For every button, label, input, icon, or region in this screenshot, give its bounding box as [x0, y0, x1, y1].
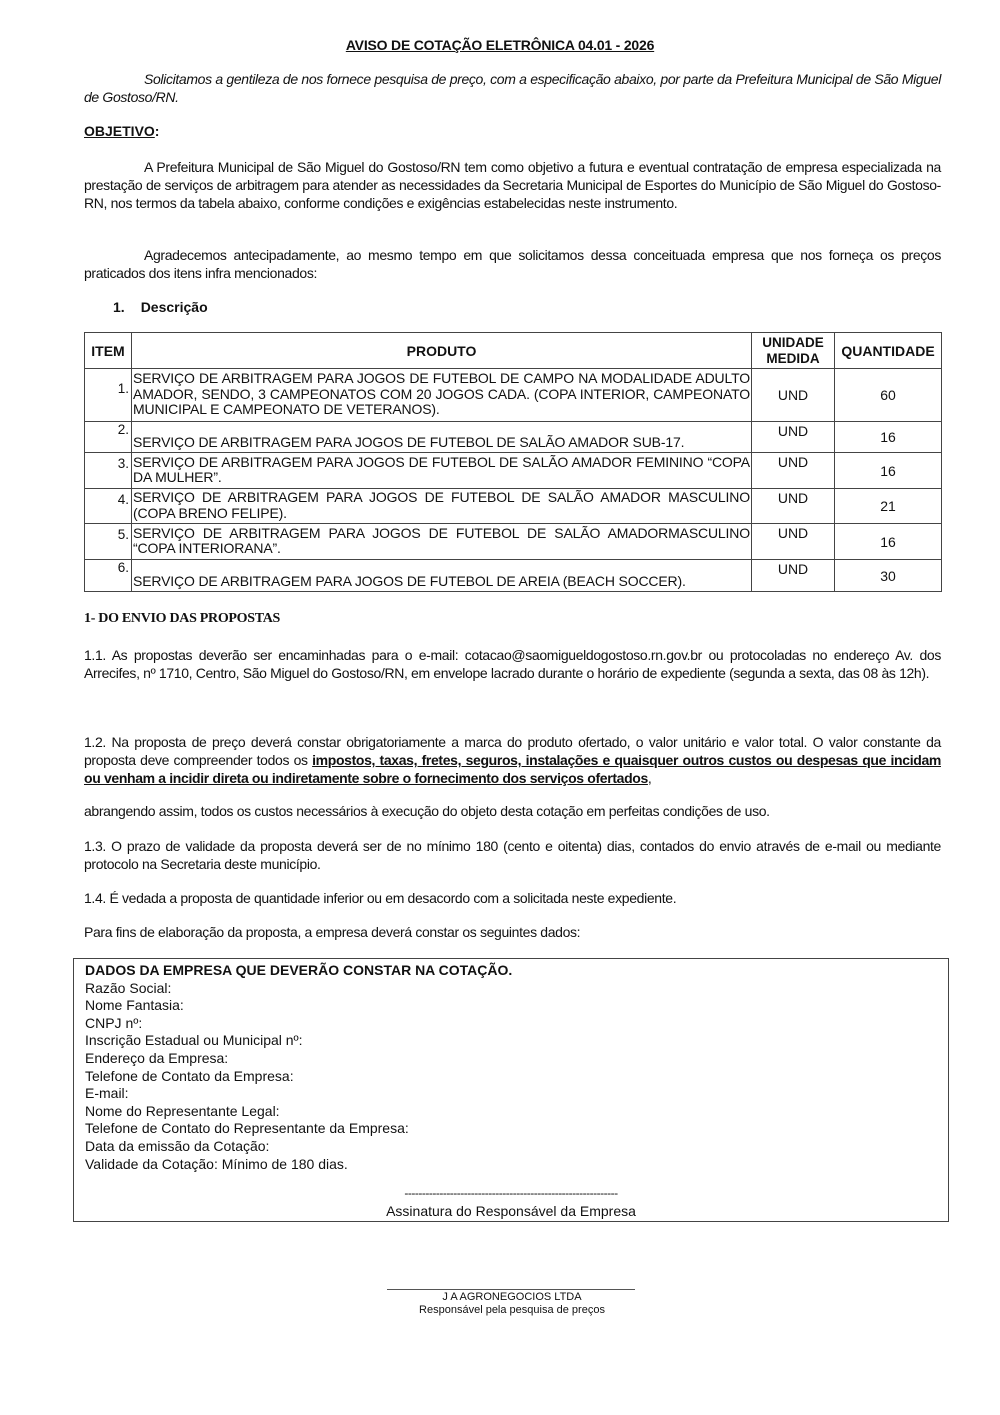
- footer-company: J A AGRONEGOCIOS LTDA: [442, 1291, 582, 1303]
- proposal-clause-1-1: 1.1. As propostas deverão ser encaminhadas para o e-mail: cotacao@saomigueldogostoso.rn.gov.br ou protocoladas no endereço Av. dos Arrecifes, nº 1710, Centro, São Miguel do Gostoso/RN, em envelope lacrado durante o horário de expediente (segunda a sexta, das 08 às 12h).: [84, 647, 941, 682]
- field-endereco: Endereço da Empresa:: [85, 1049, 229, 1066]
- objective-heading: [84, 123, 159, 139]
- row-unidade: UND: [752, 453, 835, 489]
- row-unidade: UND: [752, 560, 835, 592]
- row-quantidade: 30: [835, 560, 942, 592]
- field-telefone-representante: Telefone de Contato do Representante da Empresa:: [85, 1120, 409, 1137]
- proposals-heading: 1- DO ENVIO DAS PROPOSTAS: [84, 611, 281, 626]
- proposal-clause-1-2-continuation: abrangendo assim, todos os custos necessários à execução do objeto desta cotação em perfeitas condições de uso.: [84, 803, 770, 819]
- row-unidade: UND: [752, 489, 835, 524]
- row-item: 5.: [85, 524, 132, 560]
- section-label: Descrição: [140, 299, 208, 315]
- section-number: 1.: [113, 299, 125, 315]
- table-row: [85, 560, 942, 592]
- row-produto: SERVIÇO DE ARBITRAGEM PARA JOGOS DE FUTEBOL DE SALÃO AMADOR MASCULINO (COPA BRENO FELIPE).: [132, 489, 752, 524]
- table-header-row: [85, 333, 942, 369]
- field-telefone-empresa: Telefone de Contato da Empresa:: [85, 1067, 294, 1084]
- row-quantidade: 16: [835, 453, 942, 489]
- document-title: AVISO DE COTAÇÃO ELETRÔNICA 04.01 - 2026: [345, 37, 655, 53]
- row-produto: SERVIÇO DE ARBITRAGEM PARA JOGOS DE FUTEBOL DE CAMPO NA MODALIDADE ADULTO AMADOR, SENDO, 3 CAMPEONATOS COM 20 JOGOS CADA. (COPA INTERIOR, CAMPEONATO MUNICIPAL E CAMPEONATO DE VETERANOS).: [132, 369, 752, 422]
- row-produto: SERVIÇO DE ARBITRAGEM PARA JOGOS DE FUTEBOL DE AREIA (BEACH SOCCER).: [132, 560, 752, 592]
- field-inscricao: Inscrição Estadual ou Municipal nº:: [85, 1032, 303, 1049]
- field-representante: Nome do Representante Legal:: [85, 1102, 280, 1119]
- header-item: ITEM: [85, 333, 132, 369]
- objective-paragraph: A Prefeitura Municipal de São Miguel do Gostoso/RN tem como objetivo a futura e eventual contratação de empresa especializada na prestação de serviços de arbitragem para atender as necessidades da Secretaria Municipal de Esportes do Município de São Miguel do Gostoso-RN, nos termos da tabela abaixo, conforme condições e exigências estabelecidas neste instrumento.: [84, 159, 941, 212]
- company-data-intro: Para fins de elaboração da proposta, a empresa deverá constar os seguintes dados:: [84, 924, 581, 940]
- row-quantidade: 16: [835, 422, 942, 453]
- field-nome-fantasia: Nome Fantasia:: [85, 997, 184, 1014]
- field-cnpj: CNPJ nº:: [85, 1014, 143, 1031]
- thanks-paragraph: Agradecemos antecipadamente, ao mesmo tempo em que solicitamos dessa conceituada empresa que nos forneça os preços praticados dos itens infra mencionados:: [84, 247, 941, 282]
- row-quantidade: 60: [835, 369, 942, 422]
- field-data-emissao: Data da emissão da Cotação:: [85, 1137, 270, 1154]
- company-box-title: DADOS DA EMPRESA QUE DEVERÃO CONSTAR NA COTAÇÃO.: [85, 962, 513, 978]
- header-produto: PRODUTO: [132, 333, 752, 369]
- footer-role: Responsável pela pesquisa de preços: [419, 1304, 605, 1316]
- row-quantidade: 21: [835, 489, 942, 524]
- proposal-clause-1-3: 1.3. O prazo de validade da proposta deverá ser de no mínimo 180 (cento e oitenta) dias, contados do envio através de e-mail ou mediante protocolo na Secretaria deste município.: [84, 838, 941, 873]
- header-unidade-line1: UNIDADE: [762, 334, 824, 350]
- row-item: 3.: [85, 453, 132, 489]
- row-unidade: UND: [752, 369, 835, 422]
- table-row: [85, 369, 942, 422]
- header-quantidade: QUANTIDADE: [835, 333, 942, 369]
- objective-heading-text: OBJETIVO: [84, 123, 155, 139]
- row-item: 4.: [85, 489, 132, 524]
- section-description-heading: [113, 299, 208, 315]
- objective-heading-colon: :: [154, 123, 160, 139]
- table-row: [85, 524, 942, 560]
- row-unidade: UND: [752, 422, 835, 453]
- table-row: [85, 453, 942, 489]
- row-unidade: UND: [752, 524, 835, 560]
- proposal-clause-1-2: [84, 733, 941, 788]
- clause-1-2-emphasis: impostos, taxas, fretes, seguros, instalações e quaisquer outros custos ou despesas que incidam ou venham a incidir direta ou indiretamente sobre o fornecimento dos serviços ofertados: [84, 752, 941, 787]
- row-produto: SERVIÇO DE ARBITRAGEM PARA JOGOS DE FUTEBOL DE SALÃO AMADOR FEMININO “COPA DA MULHER”.: [132, 453, 752, 489]
- company-data-box: [73, 958, 949, 1222]
- footer-signature-line: [387, 1289, 635, 1290]
- row-item: 6.: [85, 560, 132, 592]
- clause-1-2-comma: ,: [647, 770, 652, 787]
- signature-label: Assinatura do Responsável da Empresa: [386, 1203, 636, 1219]
- field-razao-social: Razão Social:: [85, 979, 172, 996]
- proposal-clause-1-4: 1.4. É vedada a proposta de quantidade inferior ou em desacordo com a solicitada neste expediente.: [84, 890, 677, 906]
- row-quantidade: 16: [835, 524, 942, 560]
- intro-paragraph: Solicitamos a gentileza de nos fornece pesquisa de preço, com a especificação abaixo, por parte da Prefeitura Municipal de São Miguel de Gostoso/RN.: [84, 71, 941, 106]
- table-row: [85, 489, 942, 524]
- table-row: [85, 422, 942, 453]
- signature-dashed-line: -------------------------------------------------------------: [404, 1186, 618, 1200]
- field-validade: Validade da Cotação: Mínimo de 180 dias.: [85, 1155, 348, 1172]
- clause-1-2-text: 1.2. Na proposta de preço deverá constar obrigatoriamente a marca do produto ofertado, o valor unitário e valor total. O valor constante da proposta deve compreender todos os: [84, 734, 941, 769]
- row-produto: SERVIÇO DE ARBITRAGEM PARA JOGOS DE FUTEBOL DE SALÃO AMADORMASCULINO “COPA INTERIORANA”.: [132, 524, 752, 560]
- header-unidade: [752, 333, 835, 369]
- field-email: E-mail:: [85, 1085, 129, 1102]
- row-item: 1.: [85, 369, 132, 422]
- row-produto: SERVIÇO DE ARBITRAGEM PARA JOGOS DE FUTEBOL DE SALÃO AMADOR SUB-17.: [132, 422, 752, 453]
- items-table: [84, 332, 942, 592]
- row-item: 2.: [85, 422, 132, 453]
- header-unidade-line2: MEDIDA: [766, 350, 820, 366]
